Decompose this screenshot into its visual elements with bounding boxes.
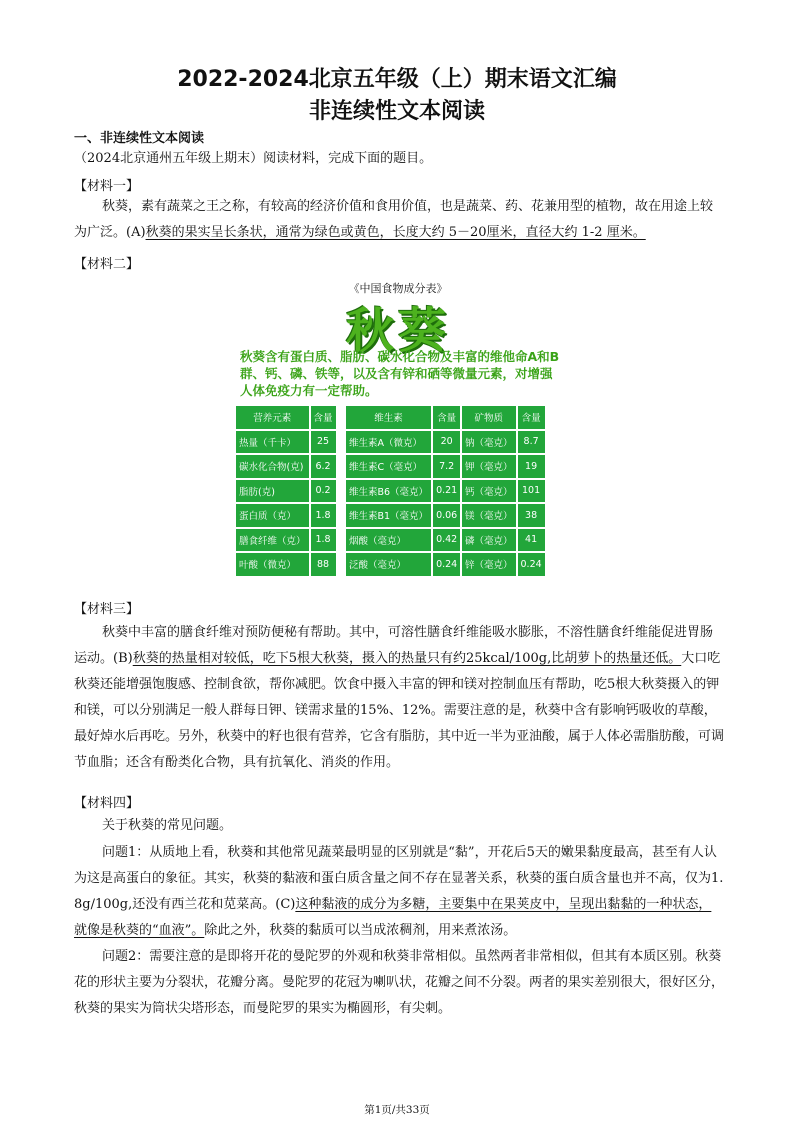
- section-heading: 一、非连续性文本阅读: [74, 131, 205, 146]
- table-cell: 38: [518, 504, 545, 527]
- vitamin-table: [344, 404, 462, 578]
- table-row: [236, 431, 336, 454]
- material3-marker: (B): [113, 651, 133, 666]
- info-source: 《中国食物成分表》: [348, 282, 448, 295]
- table-cell: 维生素B6（毫克）: [346, 480, 431, 503]
- table-cell: 7.2: [433, 455, 460, 478]
- table-row: [346, 504, 460, 527]
- table-cell: 41: [518, 529, 545, 552]
- table-cell: 6.2: [311, 455, 336, 478]
- table-row: [236, 455, 336, 478]
- mineral-table: [460, 404, 547, 578]
- okra-infographic: [232, 276, 564, 588]
- table-cell: 钾（毫克）: [462, 455, 516, 478]
- table-row: [236, 553, 336, 576]
- table-row: [346, 553, 460, 576]
- table-cell: 热量（千卡）: [236, 431, 309, 454]
- table-row: [462, 455, 545, 478]
- info-description: 秋葵含有蛋白质、脂肪、碳水化合物及丰富的维他命A和B群、钙、磷、铁等，以及含有锌和硒等微量元素，对增强人体免疫力有一定帮助。: [240, 349, 560, 398]
- table-row: [236, 480, 336, 503]
- table-cell: 钙（毫克）: [462, 480, 516, 503]
- table-header: 含量: [311, 406, 336, 429]
- table-cell: 0.2: [311, 480, 336, 503]
- table-cell: 镁（毫克）: [462, 504, 516, 527]
- table-cell: 烟酸（毫克）: [346, 529, 431, 552]
- table-header: 矿物质: [462, 406, 516, 429]
- page-footer: 第1页/共33页: [364, 1104, 430, 1116]
- table-row: [462, 431, 545, 454]
- page-subtitle: 非连续性文本阅读: [308, 99, 485, 124]
- material1-paragraph: [74, 194, 724, 246]
- table-cell: 维生素B1（毫克）: [346, 504, 431, 527]
- table-cell: 膳食纤维（克）: [236, 529, 309, 552]
- material4-question1: [74, 840, 724, 944]
- material2-label: 【材料二】: [74, 257, 140, 272]
- table-cell: 0.24: [433, 553, 460, 576]
- table-header: 维生素: [346, 406, 431, 429]
- table-cell: 钠（毫克）: [462, 431, 516, 454]
- material4-label: 【材料四】: [74, 796, 140, 811]
- table-cell: 0.21: [433, 480, 460, 503]
- table-cell: 磷（毫克）: [462, 529, 516, 552]
- table-cell: 20: [433, 431, 460, 454]
- material4-question2: 问题2：需要注意的是即将开花的曼陀罗的外观和秋葵非常相似。虽然两者非常相似，但其有本质区别。秋葵花的形状主要为分裂状，花瓣分离。曼陀罗的花冠为喇叭状，花瓣之间不分裂。两者的果实差别很大，很好区分，秋葵的果实为筒状尖塔形态，而曼陀罗的果实为椭圆形，有尖刺。: [74, 949, 725, 1016]
- material3-label: 【材料三】: [74, 602, 140, 617]
- table-row: [346, 529, 460, 552]
- table-cell: 0.06: [433, 504, 460, 527]
- material1-label: 【材料一】: [74, 179, 140, 194]
- table-cell: 1.8: [311, 504, 336, 527]
- table-cell: 19: [518, 455, 545, 478]
- material1-text: 秋葵，素有蔬菜之王之称，有较高的经济价值和食用价值，也是蔬菜、药、花兼用型的植物，故在用途上较为广泛。: [74, 199, 714, 240]
- table-row: [346, 431, 460, 454]
- page-title: 2022-2024北京五年级（上）期末语文汇编: [177, 67, 617, 92]
- table-header: 含量: [518, 406, 545, 429]
- table-row: [346, 480, 460, 503]
- nutrient-table: [234, 404, 338, 578]
- table-cell: 碳水化合物(克): [236, 455, 309, 478]
- table-row: [236, 529, 336, 552]
- table-cell: 8.7: [518, 431, 545, 454]
- table-cell: 泛酸（毫克）: [346, 553, 431, 576]
- material3-text-after: 大口吃秋葵还能增强饱腹感、控制食欲，帮你减肥。饮食中摄入丰富的钾和镁对控制血压有帮助，吃5根大秋葵摄入的钾和镁，可以分别满足一般人群每日钾、镁需求量的15%、12%。需要注意的是，秋葵中含有影响钙吸收的草酸，最好焯水后再吃。另外，秋葵中的籽也很有营养，它含有脂肪，其中近一半为亚油酸，属于人体必需脂肪酸，可调节血脂；还含有酚类化合物，具有抗氧化、消炎的作用。: [74, 651, 725, 770]
- material3-text-before: 秋葵中丰富的膳食纤维对预防便秘有帮助。其中，可溶性膳食纤维能吸水膨胀，不溶性膳食纤维能促进胃肠运动。: [74, 625, 714, 666]
- material3-underlined: 秋葵的热量相对较低，吃下5根大秋葵，摄入的热量只有约25kcal/100g,比胡萝卜的热量还低。: [132, 651, 682, 666]
- material1-marker: (A): [126, 225, 146, 240]
- table-cell: 0.42: [433, 529, 460, 552]
- source-note: （2024北京通州五年级上期末）阅读材料，完成下面的题目。: [74, 151, 433, 166]
- table-cell: 1.8: [311, 529, 336, 552]
- material3-paragraph: [74, 620, 724, 776]
- table-cell: 脂肪(克): [236, 480, 309, 503]
- table-row: [462, 480, 545, 503]
- table-cell: 25: [311, 431, 336, 454]
- table-cell: 维生素A（微克）: [346, 431, 431, 454]
- table-cell: 0.24: [518, 553, 545, 576]
- q1-text-after: 除此之外，秋葵的黏质可以当成浓稠剂，用来煮浓汤。: [204, 923, 517, 938]
- table-header: 营养元素: [236, 406, 309, 429]
- table-cell: 101: [518, 480, 545, 503]
- table-cell: 锌（毫克）: [462, 553, 516, 576]
- q1-marker: (C): [275, 897, 296, 912]
- table-header: 含量: [433, 406, 460, 429]
- table-row: [346, 455, 460, 478]
- table-row: [462, 553, 545, 576]
- table-cell: 蛋白质（克）: [236, 504, 309, 527]
- info-title: 秋葵: [345, 303, 450, 359]
- q1-underlined: 这种黏液的成分为多糖，主要集中在果荚皮中，呈现出黏黏的一种状态，就像是秋葵的“血液”。: [74, 897, 712, 938]
- table-cell: 88: [311, 553, 336, 576]
- q1-text-before: 问题1：从质地上看，秋葵和其他常见蔬菜最明显的区别就是“黏”，开花后5天的嫩果黏度最高，甚至有人认为这是高蛋白的象征。其实，秋葵的黏液和蛋白质含量之间不存在显著关系，秋葵的蛋白质含量也并不高，仅为1. 8g/100g,还没有西兰花和苋菜高。: [74, 845, 724, 912]
- material4-intro: 关于秋葵的常见问题。: [102, 818, 233, 833]
- table-row: [462, 529, 545, 552]
- table-cell: 维生素C（毫克）: [346, 455, 431, 478]
- table-row: [236, 504, 336, 527]
- material1-underlined: 秋葵的果实呈长条状，通常为绿色或黄色，长度大约 5－20厘米，直径大约 1-2 厘米。: [145, 225, 646, 240]
- table-cell: 叶酸（微克）: [236, 553, 309, 576]
- table-row: [462, 504, 545, 527]
